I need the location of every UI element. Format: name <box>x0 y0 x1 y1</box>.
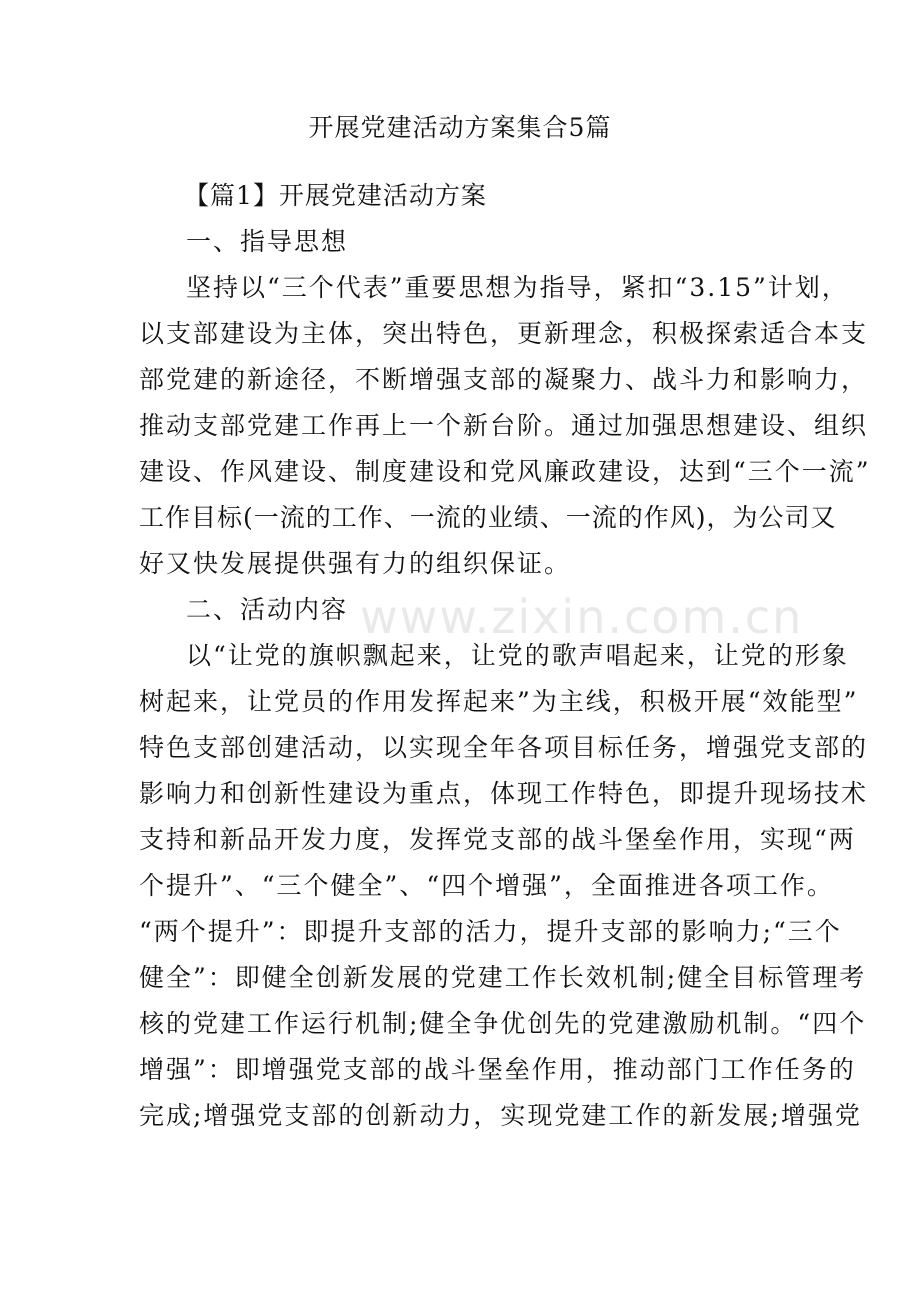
paragraph-line: 建设、作风建设、制度建设和党风廉政建设，达到“三个一流” <box>139 457 871 486</box>
paragraph-line: 部党建的新途径，不断增强支部的凝聚力、战斗力和影响力， <box>139 365 869 394</box>
paragraph-line: 核的党建工作运行机制;健全争优创先的党建激励机制。“四个 <box>139 1009 867 1038</box>
paragraph-line: 以支部建设为主体，突出特色，更新理念，积极探索适合本支 <box>139 319 869 348</box>
paragraph-line: 影响力和创新性建设为重点，体现工作特色，即提升现场技术 <box>139 779 869 808</box>
paragraph-line: 坚持以“三个代表”重要思想为指导，紧扣“3.15”计划， <box>186 273 849 302</box>
paragraph-line: 工作目标(一流的工作、一流的业绩、一流的作风)，为公司又 <box>139 503 837 532</box>
paragraph-line: 好又快发展提供强有力的组织保证。 <box>139 549 572 578</box>
paragraph-line: 支持和新品开发力度，发挥党支部的战斗堡垒作用，实现“两 <box>139 825 856 854</box>
paragraph-line: 以“让党的旗帜飘起来，让党的歌声唱起来，让党的形象 <box>186 641 849 670</box>
paragraph-line: 增强”：即增强党支部的战斗堡垒作用，推动部门工作任务的 <box>139 1055 856 1084</box>
paragraph-line: “两个提升”：即提升支部的活力，提升支部的影响力;“三个 <box>139 917 842 946</box>
paragraph-line: 树起来，让党员的作用发挥起来”为主线，积极开展“效能型” <box>139 687 859 716</box>
paragraph-line: 特色支部创建活动，以实现全年各项目标任务，增强党支部的 <box>139 733 869 762</box>
paragraph-line: 个提升”、“三个健全”、“四个增强”，全面推进各项工作。 <box>139 871 834 900</box>
paragraph-line: 推动支部党建工作再上一个新台阶。通过加强思想建设、组织 <box>139 411 869 440</box>
subsection-heading: 二、活动内容 <box>186 595 349 624</box>
subsection-heading: 一、指导思想 <box>186 227 349 256</box>
document-title: 开展党建活动方案集合5篇 <box>308 113 612 142</box>
paragraph-line: 完成;增强党支部的创新动力，实现党建工作的新发展;增强党 <box>139 1101 862 1130</box>
watermark: www.zixin.com.cn <box>360 590 804 644</box>
section-heading: 【篇1】开展党建活动方案 <box>184 181 487 210</box>
paragraph-line: 健全”：即健全创新发展的党建工作长效机制;健全目标管理考 <box>139 963 867 992</box>
